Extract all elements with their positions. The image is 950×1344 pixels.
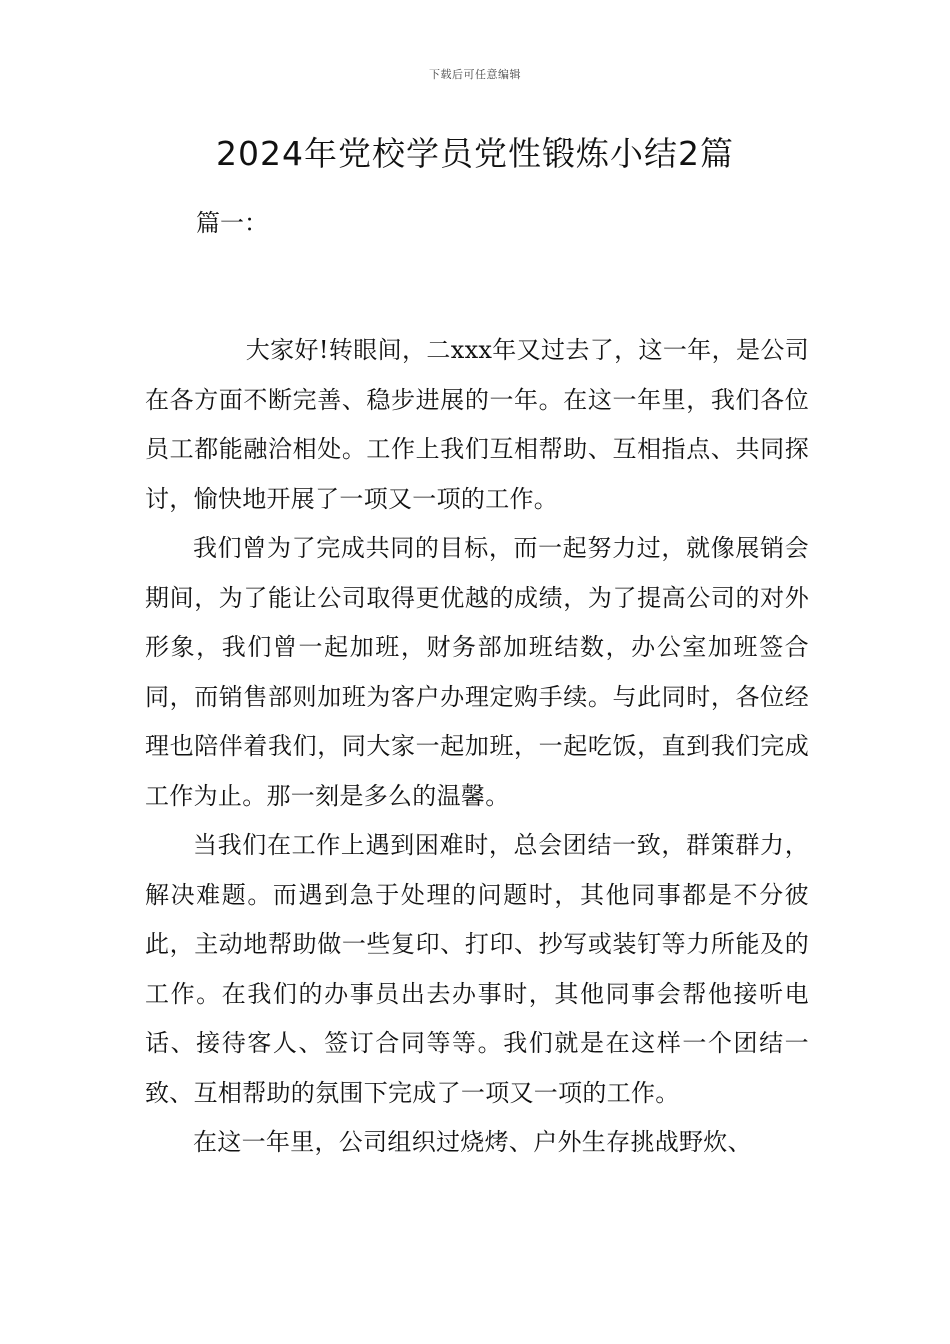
document-body xyxy=(145,326,809,1168)
paragraph: 大家好!转眼间，二xxx年又过去了，这一年，是公司在各方面不断完善、稳步进展的一年。在这一年里，我们各位员工都能融洽相处。工作上我们互相帮助、互相指点、共同探讨，愉快地开展了一项又一项的工作。 xyxy=(145,336,809,513)
paragraph: 在这一年里，公司组织过烧烤、户外生存挑战野炊、 xyxy=(193,1128,752,1156)
section-heading: 篇一： xyxy=(196,209,268,237)
paragraph: 当我们在工作上遇到困难时，总会团结一致，群策群力，解决难题。而遇到急于处理的问题时，其他同事都是不分彼此，主动地帮助做一些复印、打印、抄写或装钉等力所能及的工作。在我们的办事员出去办事时，其他同事会帮他接听电话、接待客人、签订合同等等。我们就是在这样一个团结一致、互相帮助的氛围下完成了一项又一项的工作。 xyxy=(145,831,809,1107)
document-title: 2024年党校学员党性锻炼小结2篇 xyxy=(216,134,734,173)
header-note: 下载后可任意编辑 xyxy=(429,68,521,81)
paragraph: 我们曾为了完成共同的目标，而一起努力过，就像展销会期间，为了能让公司取得更优越的成绩，为了提高公司的对外形象，我们曾一起加班，财务部加班结数，办公室加班签合同，而销售部则加班为客户办理定购手续。与此同时，各位经理也陪伴着我们，同大家一起加班，一起吃饭，直到我们完成工作为止。那一刻是多么的温馨。 xyxy=(145,534,809,810)
